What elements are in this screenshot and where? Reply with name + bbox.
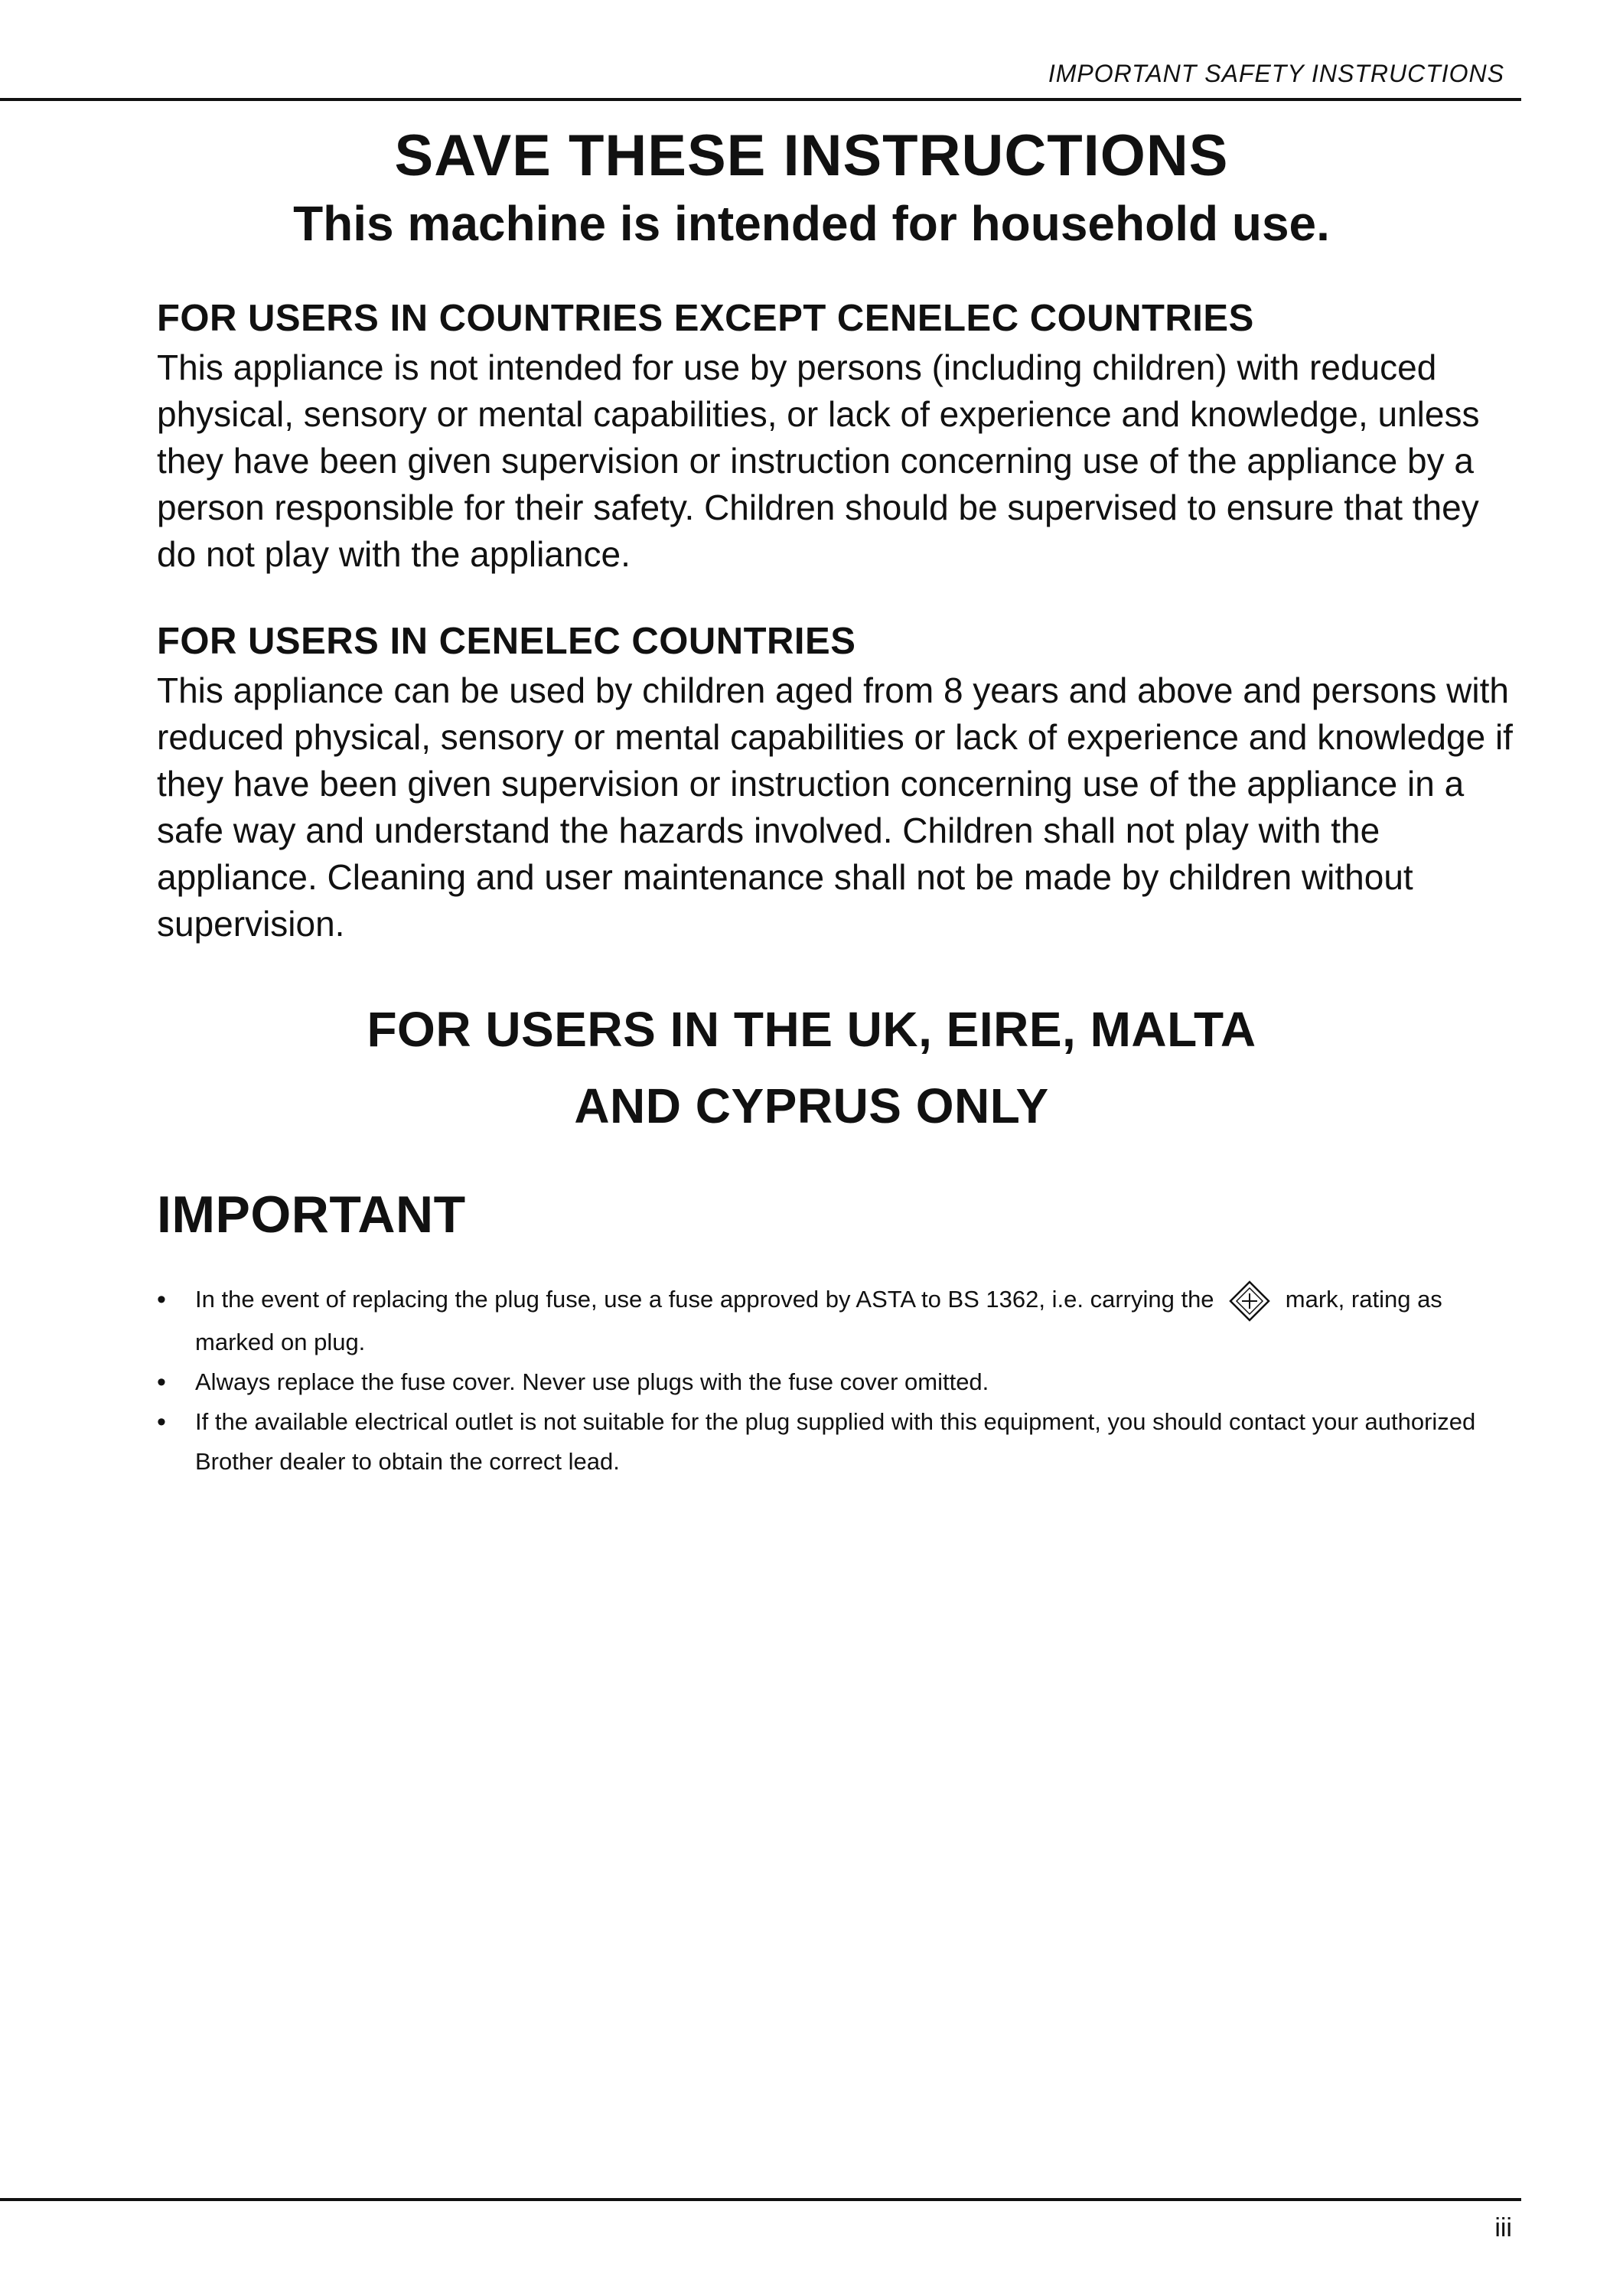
- section-heading: FOR USERS IN COUNTRIES EXCEPT CENELEC COUNTRIES: [157, 298, 1254, 339]
- section-heading: FOR USERS IN CENELEC COUNTRIES: [157, 621, 856, 662]
- page-title: SAVE THESE INSTRUCTIONS: [394, 123, 1229, 188]
- list-item: [157, 1402, 1527, 1482]
- header-divider: [0, 98, 1521, 101]
- section-body: This appliance can be used by children aged from 8 years and above and persons with reduced physical, sensory or mental capabilities or lack of experience and knowledge if they have been given supervision or instruction concerning use of the appliance in a safe way and understand the hazards involved. Children shall not play with the appliance. Cleaning and user maintenance shall not be made by children without supervision.: [157, 670, 1513, 944]
- section-body: This appliance is not intended for use by persons (including children) with reduced physical, sensory or mental capabilities, or lack of experience and knowledge, unless they have been given supervision or instruction concerning use of the appliance by a person responsible for their safety. Children should be supervised to ensure that they do not play with the appliance.: [157, 347, 1480, 574]
- uk-section-heading: [0, 991, 1623, 1144]
- list-item: [157, 1362, 1527, 1402]
- section-non-cenelec: [157, 297, 1527, 578]
- bullet-text: If the available electrical outlet is not suitable for the plug supplied with this equipment, you should contact your authorized Brother dealer to obtain the correct lead.: [195, 1408, 1476, 1475]
- running-header: IMPORTANT SAFETY INSTRUCTIONS: [1048, 60, 1504, 87]
- page-number: iii: [1494, 2213, 1512, 2242]
- footer-divider: [0, 2198, 1521, 2201]
- asta-mark-icon: [1228, 1280, 1271, 1322]
- bullet-icon: •: [157, 1368, 166, 1397]
- uk-heading-line-1: FOR USERS IN THE UK, EIRE, MALTA: [367, 1002, 1256, 1057]
- list-item: [157, 1280, 1527, 1362]
- uk-heading-line-2: AND CYPRUS ONLY: [574, 1078, 1049, 1133]
- bullet-icon: •: [157, 1285, 166, 1314]
- section-cenelec: [157, 620, 1527, 947]
- bullet-text-before-icon: In the event of replacing the plug fuse, use a fuse approved by ASTA to BS 1362, i.e. carrying the: [195, 1286, 1214, 1313]
- important-heading: IMPORTANT: [157, 1186, 466, 1244]
- bullet-text-after-icon: mark, rating as marked on plug.: [195, 1286, 1442, 1355]
- bullet-text: Always replace the fuse cover. Never use plugs with the fuse cover omitted.: [195, 1368, 989, 1395]
- bullet-icon: •: [157, 1407, 166, 1437]
- page-subtitle: This machine is intended for household use.: [293, 196, 1330, 251]
- important-bullet-list: [157, 1280, 1527, 1482]
